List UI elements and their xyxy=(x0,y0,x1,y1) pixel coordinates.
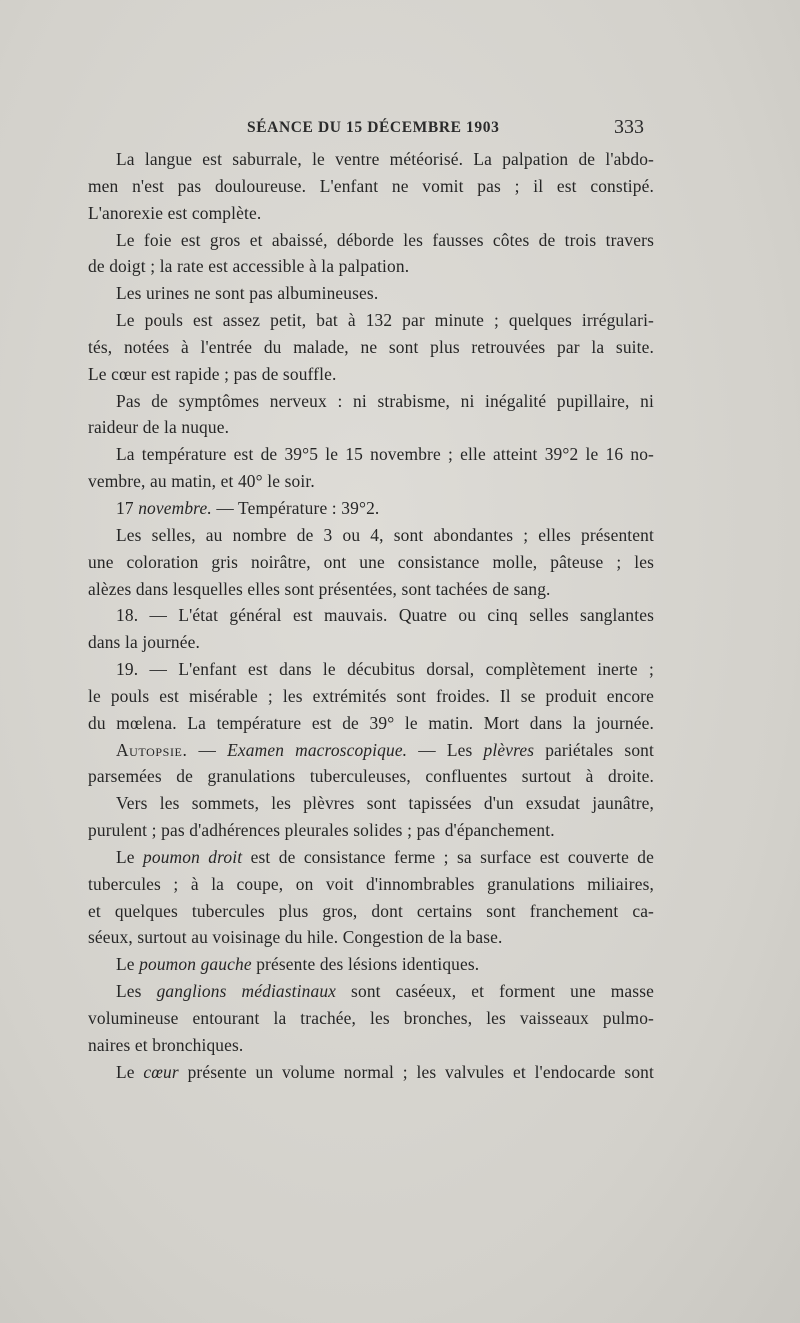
text-line xyxy=(88,495,654,522)
text-line: vembre, au matin, et 40° le soir. xyxy=(88,471,315,492)
text-line: 18. — L'état général est mauvais. Quatre ou cinq selles sanglantes xyxy=(116,605,654,626)
text-line: purulent ; pas d'adhérences pleurales solides ; pas d'épanchement. xyxy=(88,820,555,841)
italic-text: cœur xyxy=(143,1061,179,1082)
text-segment: Les xyxy=(116,981,157,1002)
text-line: L'anorexie est complète. xyxy=(88,202,262,223)
text-line: de doigt ; la rate est accessible à la palpation. xyxy=(88,256,410,277)
text-line: naires et bronchiques. xyxy=(88,1034,244,1055)
text-line xyxy=(88,978,654,1005)
text-line: séeux, surtout au voisinage du hile. Congestion de la base. xyxy=(88,927,503,948)
text-segment: pariétales sont xyxy=(534,739,655,760)
text-line: Le cœur est rapide ; pas de souffle. xyxy=(88,363,337,384)
text-line: 19. — L'enfant est dans le décubitus dorsal, complètement inerte ; xyxy=(116,659,654,680)
italic-text: ganglions médiastinaux xyxy=(156,981,337,1002)
text-segment: présente un volume normal ; les valvules et l'endocarde sont xyxy=(178,1061,655,1082)
text-segment: — xyxy=(187,739,228,760)
text-line: parsemées de granulations tuberculeuses, confluentes surtout à droite. xyxy=(88,766,654,787)
italic-text: poumon droit xyxy=(143,846,243,867)
small-caps-text: Autopsie. xyxy=(116,739,188,760)
text-line xyxy=(88,844,654,871)
text-segment: Le xyxy=(116,954,140,975)
page-header xyxy=(0,117,800,141)
text-line: La température est de 39°5 le 15 novembre ; elle atteint 39°2 le 16 no- xyxy=(116,444,654,465)
text-line: tés, notées à l'entrée du malade, ne sont plus retrouvées par la suite. xyxy=(88,336,654,357)
text-segment: Le xyxy=(116,846,144,867)
text-line: le pouls est misérable ; les extrémités sont froides. Il se produit encore xyxy=(88,685,654,706)
text-segment: sont caséeux, et forment une masse xyxy=(336,981,654,1002)
text-line: volumineuse entourant la trachée, les bronches, les vaisseaux pulmo- xyxy=(88,1008,654,1028)
text-line: La langue est saburrale, le ventre météorisé. La palpation de l'abdo- xyxy=(116,149,654,169)
text-segment: présente des lésions identiques. xyxy=(251,954,480,975)
text-line: men n'est pas douloureuse. L'enfant ne vomit pas ; il est constipé. xyxy=(88,175,654,196)
text-line: Le pouls est assez petit, bat à 132 par minute ; quelques irrégulari- xyxy=(116,310,654,331)
text-line: Vers les sommets, les plèvres sont tapissées d'un exsudat jaunâtre, xyxy=(116,793,654,814)
text-segment: est de consistance ferme ; sa surface est couverte de xyxy=(242,846,655,867)
text-line xyxy=(88,737,654,764)
text-line: alèzes dans lesquelles elles sont présentées, sont tachées de sang. xyxy=(88,578,551,599)
text-line: Le foie est gros et abaissé, déborde les fausses côtes de trois travers xyxy=(116,229,654,250)
italic-text: Examen macroscopique. xyxy=(227,739,408,760)
text-segment: — Les xyxy=(407,739,484,760)
text-line: Pas de symptômes nerveux : ni strabisme, ni inégalité pupillaire, ni xyxy=(116,390,654,411)
text-line: une coloration gris noirâtre, ont une consistance molle, pâteuse ; les xyxy=(88,551,654,572)
text-segment: — Température : 39°2. xyxy=(211,497,380,518)
italic-text: poumon gauche xyxy=(139,954,252,975)
text-line: Les selles, au nombre de 3 ou 4, sont abondantes ; elles présentent xyxy=(116,524,654,545)
page-number: 333 xyxy=(614,116,644,138)
text-line: dans la journée. xyxy=(88,632,201,653)
text-line: et quelques tubercules plus gros, dont certains sont franchement ca- xyxy=(88,900,654,921)
text-line xyxy=(88,1059,654,1086)
page-body xyxy=(88,146,654,1086)
text-line: tubercules ; à la coupe, on voit d'innombrables granulations miliaires, xyxy=(88,873,654,894)
text-segment: Le xyxy=(116,1061,144,1082)
running-head: SÉANCE DU 15 DÉCEMBRE 1903 xyxy=(247,119,500,136)
text-line: raideur de la nuque. xyxy=(88,417,230,438)
text-line: Les urines ne sont pas albumineuses. xyxy=(116,283,379,304)
text-line: du mœlena. La température est de 39° le matin. Mort dans la journée. xyxy=(88,712,654,733)
italic-text: novembre. xyxy=(138,497,212,518)
text-line xyxy=(88,951,654,978)
italic-text: plèvres xyxy=(483,739,535,760)
text-segment: 17 xyxy=(116,497,139,518)
